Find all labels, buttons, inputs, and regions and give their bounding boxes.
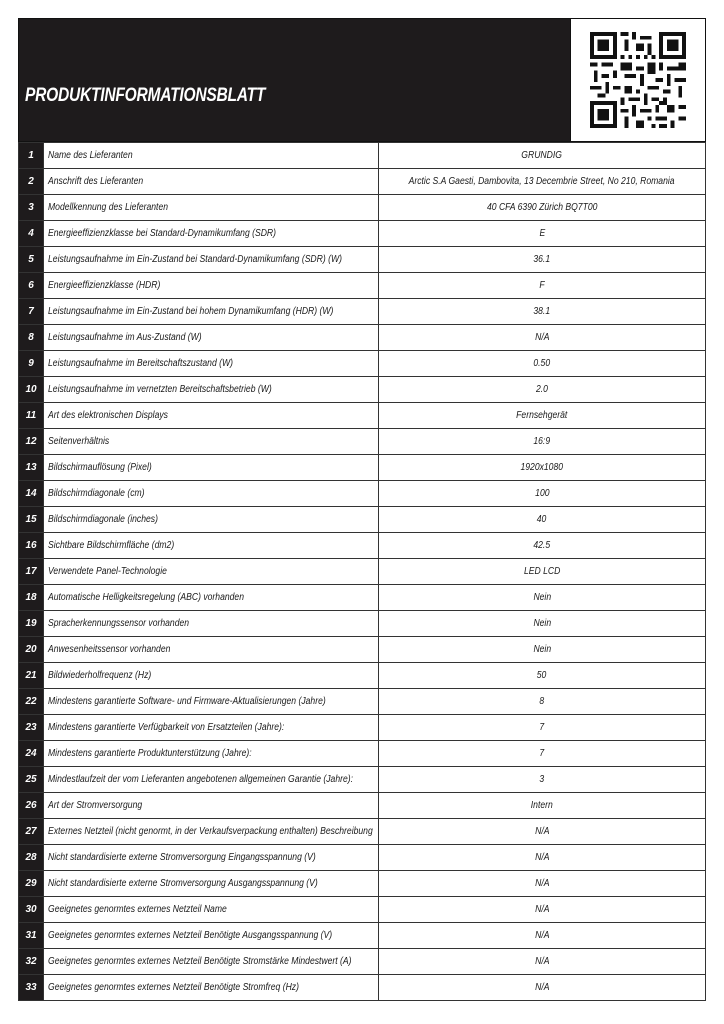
row-value bbox=[379, 559, 706, 585]
row-value bbox=[379, 143, 706, 169]
row-value bbox=[379, 819, 706, 845]
row-label-text: Seitenverhältnis bbox=[48, 436, 110, 447]
row-value bbox=[379, 793, 706, 819]
row-value bbox=[379, 273, 706, 299]
row-label-text: Bildschirmauflösung (Pixel) bbox=[48, 462, 152, 473]
row-value-text: N/A bbox=[534, 852, 550, 863]
table-row bbox=[19, 143, 706, 169]
table-row bbox=[19, 949, 706, 975]
table-row bbox=[19, 481, 706, 507]
row-label bbox=[44, 923, 379, 949]
row-value bbox=[379, 247, 706, 273]
row-label-text: Leistungsaufnahme im Ein-Zustand bei hohem Dynamikumfang (HDR) (W) bbox=[48, 306, 334, 317]
row-number: 22 bbox=[19, 689, 44, 715]
row-number: 6 bbox=[19, 273, 44, 299]
row-label bbox=[44, 949, 379, 975]
table-row bbox=[19, 585, 706, 611]
row-number: 19 bbox=[19, 611, 44, 637]
row-label bbox=[44, 351, 379, 377]
row-value bbox=[379, 715, 706, 741]
row-value bbox=[379, 585, 706, 611]
row-number: 1 bbox=[19, 143, 44, 169]
row-label bbox=[44, 325, 379, 351]
sheet-title: PRODUKTINFORMATIONSBLATT bbox=[25, 85, 266, 106]
table-row bbox=[19, 377, 706, 403]
row-value-text: N/A bbox=[534, 332, 550, 343]
row-label-text: Anschrift des Lieferanten bbox=[48, 176, 144, 187]
row-number: 4 bbox=[19, 221, 44, 247]
row-value bbox=[379, 455, 706, 481]
row-value-text: E bbox=[539, 228, 545, 239]
row-value bbox=[379, 689, 706, 715]
product-info-table bbox=[18, 142, 706, 1001]
table-row bbox=[19, 819, 706, 845]
row-number: 11 bbox=[19, 403, 44, 429]
table-row bbox=[19, 767, 706, 793]
row-number: 33 bbox=[19, 975, 44, 1001]
row-value-text: Nein bbox=[533, 644, 551, 655]
row-label-text: Geeignetes genormtes externes Netzteil Benötigte Ausgangsspannung (V) bbox=[48, 930, 333, 941]
row-number: 9 bbox=[19, 351, 44, 377]
row-number: 7 bbox=[19, 299, 44, 325]
row-label-text: Mindestlaufzeit der vom Lieferanten angebotenen allgemeinen Garantie (Jahre): bbox=[48, 774, 354, 785]
table-row bbox=[19, 611, 706, 637]
row-number: 10 bbox=[19, 377, 44, 403]
row-label bbox=[44, 689, 379, 715]
row-value-text: 7 bbox=[539, 722, 545, 733]
row-value bbox=[379, 637, 706, 663]
row-number: 24 bbox=[19, 741, 44, 767]
row-value bbox=[379, 767, 706, 793]
row-label-text: Mindestens garantierte Software- und Firmware-Aktualisierungen (Jahre) bbox=[48, 696, 326, 707]
row-label-text: Name des Lieferanten bbox=[48, 150, 133, 161]
table-row bbox=[19, 715, 706, 741]
table-row bbox=[19, 299, 706, 325]
row-label bbox=[44, 273, 379, 299]
row-value bbox=[379, 741, 706, 767]
row-value-text: 38.1 bbox=[533, 306, 551, 317]
row-number: 28 bbox=[19, 845, 44, 871]
row-label-text: Leistungsaufnahme im Aus-Zustand (W) bbox=[48, 332, 202, 343]
row-number: 15 bbox=[19, 507, 44, 533]
row-label bbox=[44, 429, 379, 455]
row-label-text: Externes Netzteil (nicht genormt, in der Verkaufsverpackung enthalten) Beschreibung bbox=[48, 826, 373, 837]
row-value bbox=[379, 377, 706, 403]
table-row bbox=[19, 559, 706, 585]
row-number: 27 bbox=[19, 819, 44, 845]
row-label bbox=[44, 533, 379, 559]
row-label-text: Modellkennung des Lieferanten bbox=[48, 202, 169, 213]
row-label-text: Mindestens garantierte Verfügbarkeit von Ersatzteilen (Jahre): bbox=[48, 722, 285, 733]
table-row bbox=[19, 741, 706, 767]
table-row bbox=[19, 637, 706, 663]
table-row bbox=[19, 897, 706, 923]
row-label bbox=[44, 377, 379, 403]
row-label-text: Anwesenheitssensor vorhanden bbox=[48, 644, 171, 655]
table-row bbox=[19, 195, 706, 221]
row-value bbox=[379, 897, 706, 923]
row-number: 26 bbox=[19, 793, 44, 819]
row-label-text: Geeignetes genormtes externes Netzteil Name bbox=[48, 904, 227, 915]
row-value bbox=[379, 351, 706, 377]
row-label bbox=[44, 403, 379, 429]
row-number: 29 bbox=[19, 871, 44, 897]
row-label-text: Nicht standardisierte externe Stromversorgung Eingangsspannung (V) bbox=[48, 852, 316, 863]
row-value-text: Nein bbox=[533, 618, 551, 629]
row-label bbox=[44, 819, 379, 845]
row-label bbox=[44, 299, 379, 325]
row-number: 18 bbox=[19, 585, 44, 611]
row-value-text: 2.0 bbox=[536, 384, 548, 395]
row-label-text: Mindestens garantierte Produktunterstützung (Jahre): bbox=[48, 748, 252, 759]
row-value-text: N/A bbox=[534, 982, 550, 993]
row-value bbox=[379, 663, 706, 689]
row-value-text: 7 bbox=[539, 748, 545, 759]
row-value-text: N/A bbox=[534, 956, 550, 967]
table-row bbox=[19, 689, 706, 715]
row-value bbox=[379, 221, 706, 247]
row-value-text: 40 bbox=[537, 514, 547, 525]
row-label-text: Spracherkennungssensor vorhanden bbox=[48, 618, 190, 629]
row-value-text: N/A bbox=[534, 930, 550, 941]
row-label bbox=[44, 195, 379, 221]
row-value bbox=[379, 533, 706, 559]
row-label bbox=[44, 871, 379, 897]
table-row bbox=[19, 845, 706, 871]
row-number: 30 bbox=[19, 897, 44, 923]
row-value-text: N/A bbox=[534, 878, 550, 889]
row-number: 16 bbox=[19, 533, 44, 559]
row-value bbox=[379, 845, 706, 871]
row-number: 20 bbox=[19, 637, 44, 663]
row-value-text: 0.50 bbox=[533, 358, 551, 369]
row-value-text: 40 CFA 6390 Zürich BQ7T00 bbox=[486, 202, 598, 213]
row-value-text: Arctic S.A Gaesti, Dambovita, 13 Decembrie Street, No 210, Romania bbox=[409, 176, 675, 187]
sheet-header bbox=[18, 18, 706, 142]
row-value bbox=[379, 507, 706, 533]
table-row bbox=[19, 793, 706, 819]
row-value-text: Nein bbox=[533, 592, 551, 603]
row-value bbox=[379, 169, 706, 195]
row-label bbox=[44, 715, 379, 741]
row-value-text: 100 bbox=[534, 488, 550, 499]
row-label bbox=[44, 247, 379, 273]
row-value bbox=[379, 325, 706, 351]
table-row bbox=[19, 325, 706, 351]
row-label-text: Energieeffizienzklasse bei Standard-Dynamikumfang (SDR) bbox=[48, 228, 277, 239]
row-value-text: 3 bbox=[539, 774, 545, 785]
row-label-text: Bildschirmdiagonale (inches) bbox=[48, 514, 158, 525]
row-value-text: 50 bbox=[537, 670, 547, 681]
row-value-text: Fernsehgerät bbox=[516, 410, 568, 421]
row-label-text: Verwendete Panel-Technologie bbox=[48, 566, 167, 577]
table-row bbox=[19, 221, 706, 247]
row-label-text: Automatische Helligkeitsregelung (ABC) vorhanden bbox=[48, 592, 244, 603]
row-label-text: Leistungsaufnahme im Ein-Zustand bei Standard-Dynamikumfang (SDR) (W) bbox=[48, 254, 342, 265]
row-value-text: GRUNDIG bbox=[521, 150, 563, 161]
row-label-text: Art der Stromversorgung bbox=[48, 800, 143, 811]
row-value-text: 1920x1080 bbox=[520, 462, 564, 473]
row-number: 23 bbox=[19, 715, 44, 741]
qr-code-icon bbox=[590, 32, 686, 128]
table-row bbox=[19, 923, 706, 949]
row-value-text: Intern bbox=[530, 800, 553, 811]
table-row bbox=[19, 247, 706, 273]
row-label-text: Leistungsaufnahme im Bereitschaftszustand (W) bbox=[48, 358, 233, 369]
row-label bbox=[44, 663, 379, 689]
row-value bbox=[379, 195, 706, 221]
row-label bbox=[44, 637, 379, 663]
row-label bbox=[44, 221, 379, 247]
row-value bbox=[379, 975, 706, 1001]
table-row bbox=[19, 429, 706, 455]
row-number: 8 bbox=[19, 325, 44, 351]
row-label-text: Bildschirmdiagonale (cm) bbox=[48, 488, 145, 499]
table-row bbox=[19, 455, 706, 481]
row-label-text: Geeignetes genormtes externes Netzteil Benötigte Stromstärke Mindestwert (A) bbox=[48, 956, 352, 967]
table-row bbox=[19, 871, 706, 897]
row-number: 3 bbox=[19, 195, 44, 221]
row-label-text: Nicht standardisierte externe Stromversorgung Ausgangsspannung (V) bbox=[48, 878, 318, 889]
row-value-text: N/A bbox=[534, 904, 550, 915]
row-number: 13 bbox=[19, 455, 44, 481]
table-row bbox=[19, 975, 706, 1001]
row-value bbox=[379, 949, 706, 975]
row-label-text: Energieeffizienzklasse (HDR) bbox=[48, 280, 161, 291]
table-row bbox=[19, 169, 706, 195]
row-number: 32 bbox=[19, 949, 44, 975]
row-label bbox=[44, 507, 379, 533]
row-value bbox=[379, 611, 706, 637]
row-number: 21 bbox=[19, 663, 44, 689]
row-value-text: 8 bbox=[539, 696, 545, 707]
row-label bbox=[44, 559, 379, 585]
row-number: 12 bbox=[19, 429, 44, 455]
row-label bbox=[44, 793, 379, 819]
row-value bbox=[379, 429, 706, 455]
row-label bbox=[44, 169, 379, 195]
row-label bbox=[44, 455, 379, 481]
row-label bbox=[44, 767, 379, 793]
row-label bbox=[44, 845, 379, 871]
table-row bbox=[19, 273, 706, 299]
table-row bbox=[19, 351, 706, 377]
row-number: 17 bbox=[19, 559, 44, 585]
row-label bbox=[44, 143, 379, 169]
row-number: 5 bbox=[19, 247, 44, 273]
row-label-text: Bildwiederholfrequenz (Hz) bbox=[48, 670, 152, 681]
row-value-text: 16:9 bbox=[533, 436, 551, 447]
row-label-text: Leistungsaufnahme im vernetzten Bereitschaftsbetrieb (W) bbox=[48, 384, 272, 395]
table-row bbox=[19, 533, 706, 559]
product-information-sheet bbox=[18, 18, 706, 1001]
row-label bbox=[44, 585, 379, 611]
row-value bbox=[379, 299, 706, 325]
row-number: 2 bbox=[19, 169, 44, 195]
row-value-text: 36.1 bbox=[533, 254, 551, 265]
row-label-text: Art des elektronischen Displays bbox=[48, 410, 168, 421]
row-number: 25 bbox=[19, 767, 44, 793]
qr-code-box bbox=[570, 19, 705, 141]
row-label bbox=[44, 481, 379, 507]
row-value bbox=[379, 403, 706, 429]
row-label-text: Geeignetes genormtes externes Netzteil Benötigte Stromfreq (Hz) bbox=[48, 982, 299, 993]
table-row bbox=[19, 507, 706, 533]
row-value bbox=[379, 871, 706, 897]
row-value-text: 42.5 bbox=[533, 540, 551, 551]
table-row bbox=[19, 403, 706, 429]
row-value bbox=[379, 481, 706, 507]
row-label bbox=[44, 897, 379, 923]
table-row bbox=[19, 663, 706, 689]
row-label bbox=[44, 611, 379, 637]
row-label bbox=[44, 741, 379, 767]
row-number: 31 bbox=[19, 923, 44, 949]
row-label-text: Sichtbare Bildschirmfläche (dm2) bbox=[48, 540, 175, 551]
row-label bbox=[44, 975, 379, 1001]
row-value-text: N/A bbox=[534, 826, 550, 837]
row-number: 14 bbox=[19, 481, 44, 507]
row-value bbox=[379, 923, 706, 949]
row-value-text: F bbox=[539, 280, 545, 291]
row-value-text: LED LCD bbox=[523, 566, 561, 577]
